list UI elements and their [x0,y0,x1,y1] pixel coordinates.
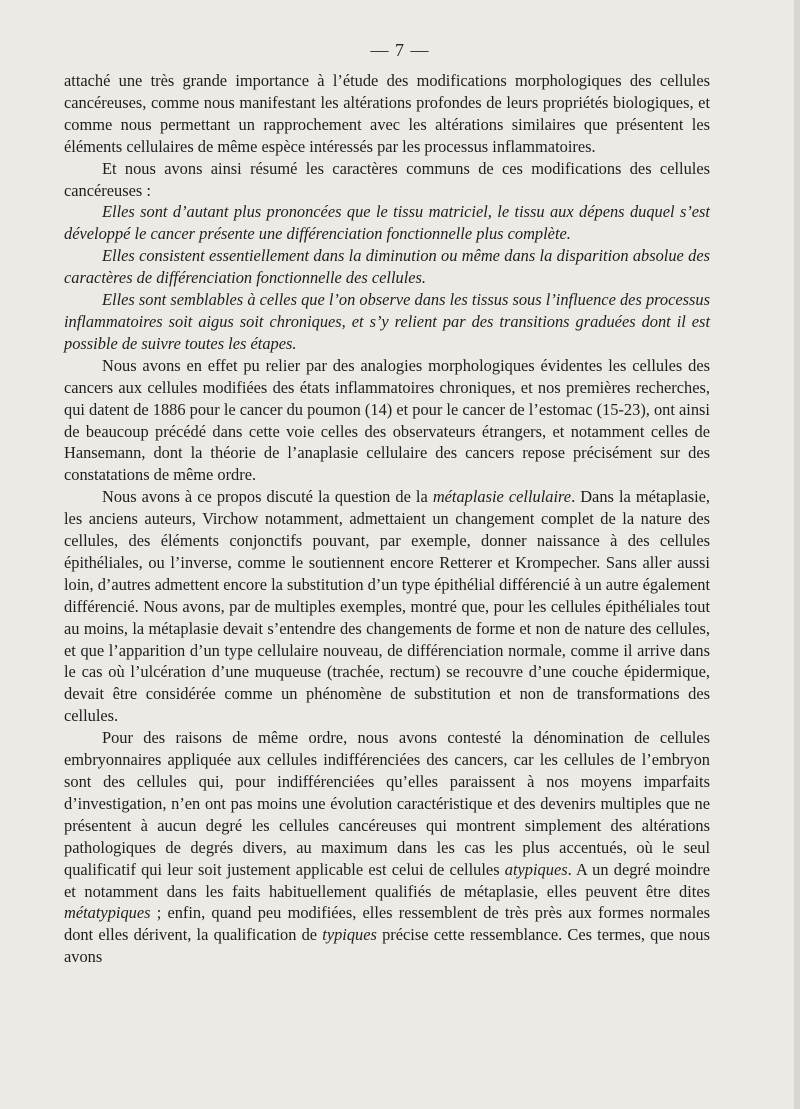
text-run: . A un degré moindre et notamment dans les faits habituellement qualifiés de métaplasie, elles peuvent être dites [64,859,710,901]
text-run: attaché une très grande importance à l’étude des modifications morphologiques des cellules cancéreuses, comme nous manifestant les altérations profondes de leurs propriétés biologiques, et comme nous permettant un rapprochement avec les altérations similaires que présentent les éléments cellulaires de même espèce intéressés par les processus inflammatoires. [64,71,710,156]
text-run: Et nous avons ainsi résumé les caractères communs de ces modifications des cellules cancéreuses : [64,158,710,200]
paragraph-continuation [64,70,710,158]
paragraph-denomination [64,727,710,968]
paragraph-italic-2 [64,245,710,289]
body-text [64,70,710,968]
italic-term: métatypiques [64,903,151,923]
text-run: Nous avons à ce propos discuté la question de la [102,487,433,507]
page-edge [794,0,800,1109]
text-run: Elles sont d’autant plus prononcées que le tissu matriciel, le tissu aux dépens duquel s’est développé le cancer présente une différenciation fonctionnelle plus complète. [64,202,710,244]
italic-term: métaplasie cellulaire [432,487,572,507]
text-run: précise cette ressemblance. Ces termes, que nous avons [64,925,710,967]
paragraph-italic-1 [64,201,710,245]
text-run: Nous avons en effet pu relier par des analogies morphologiques évidentes les cellules des cancers aux cellules modifiées des états inflammatoires chroniques, et nos premières recherches, qui datent de 1886 pour le cancer du poumon (14) et pour le cancer de l’estomac (15-23), ont ainsi de beaucoup précédé dans cette voie celles des observateurs étrangers, et notamment celles de Hansemann, dont la théorie de l’anaplasie cellulaire des cancers repose précisément sur des constatations de même ordre. [64,355,710,485]
paragraph-italic-3 [64,289,710,355]
paragraph-analogies [64,355,710,486]
italic-term: typiques [322,925,377,945]
text-run: ; enfin, quand peu modifiées, elles ressemblent de très près aux formes normales dont elles dérivent, la qualification de [64,903,710,945]
page-number: — 7 — [370,40,430,60]
text-run: . Dans la métaplasie, les anciens auteurs, Virchow notamment, admettaient un changement complet de la nature des cellules, des éléments conjonctifs pouvant, par exemple, donner naissance à des cellules épithéliales, ou l’inverse, comme le soutiennent encore Retterer et Krompecher. Sans aller aussi loin, d’autres admettent encore la substitution d’un type épithélial différencié à un autre également différencié. Nous avons, par de multiples exemples, montré que, pour les cellules épithéliales tout au moins, la métaplasie devait s’entendre des changements de forme et non de nature des cellules, et que l’apparition d’un type cellulaire nouveau, de différenciation normale, comme il arrive dans le cas où l’ulcération d’une muqueuse (trachée, rectum) se recouvre d’une couche épidermique, devait être considérée comme un phénomène de substitution et non de transformations des cellules. [64,487,710,726]
paragraph-summary-intro [64,158,710,202]
italic-term: atypiques [504,859,568,879]
text-run: Elles sont semblables à celles que l’on observe dans les tissus sous l’influence des processus inflammatoires soit aigus soit chroniques, et s’y relient par des transitions graduées dont il est possible de suivre toutes les étapes. [64,290,710,353]
text-run: Elles consistent essentiellement dans la diminution ou même dans la disparition absolue des caractères de différenciation fonctionnelle des cellules. [64,246,710,288]
text-run: Pour des raisons de même ordre, nous avons contesté la dénomination de cellules embryonnaires appliquée aux cellules indifférenciées des cancers, car les cellules de l’embryon sont des cellules qui, pour indifférenciées qu’elles paraissent à nos moyens imparfaits d’investigation, n’en ont pas moins une évolution caractéristique et des devenirs multiples que ne présentent à aucun degré les cellules cancéreuses qui montrent simplement des altérations pathologiques de degrés divers, au maximum dans les cas les plus accentués, où le seul qualificatif qui leur soit justement applicable est celui de cellules [64,728,710,879]
paragraph-metaplasie [64,486,710,727]
